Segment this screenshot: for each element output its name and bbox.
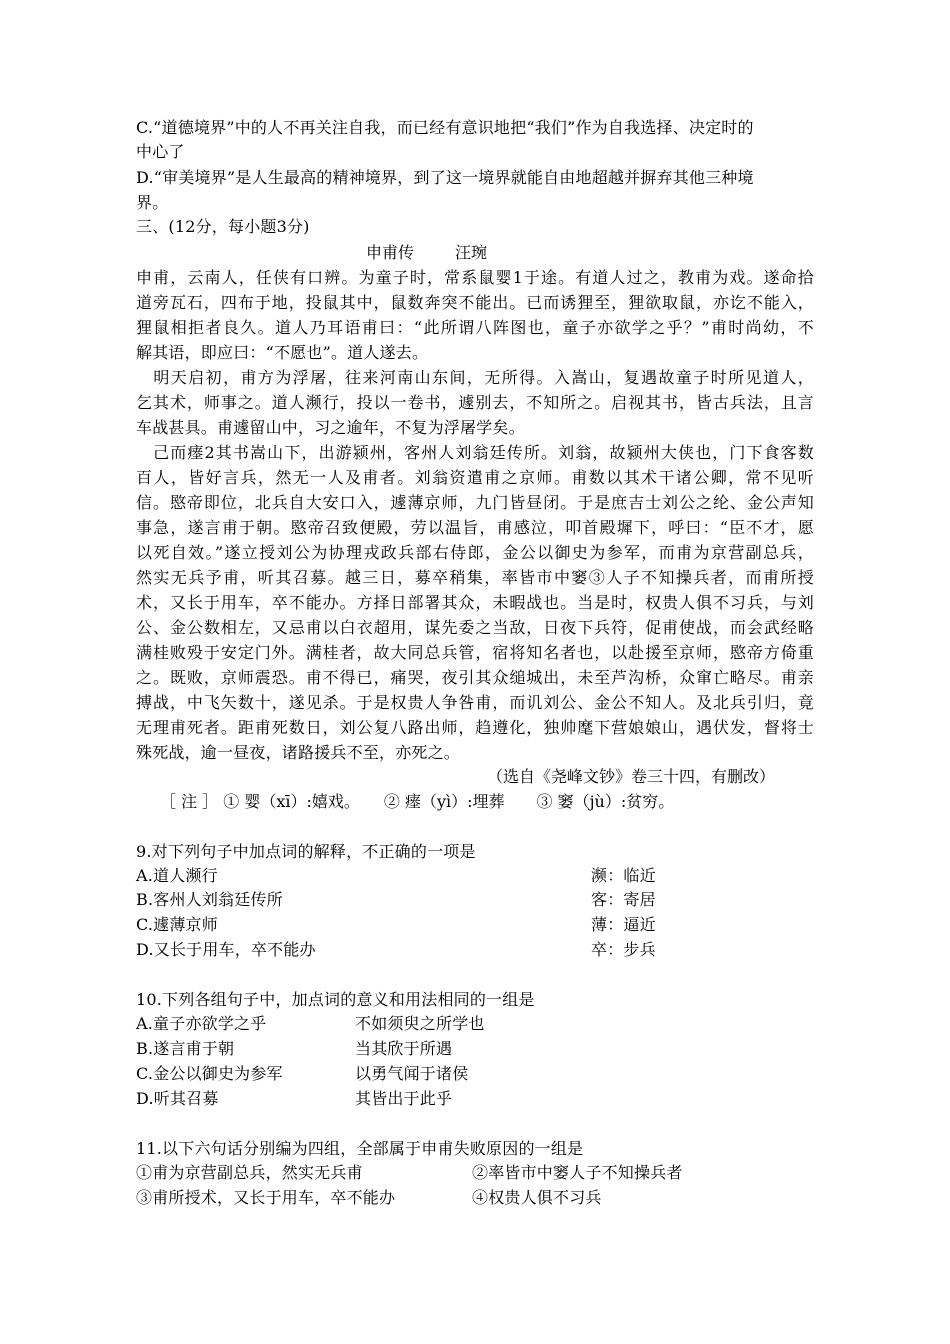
q9-option-a	[136, 864, 656, 888]
q9-option-b	[136, 888, 656, 912]
item-right: ②率皆市中窭人子不知操兵者	[472, 1163, 683, 1182]
passage-line: 百人，皆好言兵，然无一人及甫者。刘翁资遣甫之京师。甫数以其术干诸公卿，常不见听	[136, 468, 814, 487]
option-right: 不如须臾之所学也	[355, 1014, 485, 1033]
item-right: ④权贵人俱不习兵	[472, 1188, 602, 1207]
passage-line: 公、金公数相左，又忌甫以白衣超用，谋先委之当敌，日夜下兵符，促甫使战，而会武经略	[136, 618, 814, 637]
item-left: ①甫为京营副总兵，然实无兵甫	[136, 1163, 363, 1182]
q10-option-b	[136, 1037, 453, 1061]
passage-line: 搏战，中飞矢数十，遂见杀。于是权贵人争咎甫，而讥刘公、金公不知人。及北兵引归，竟	[136, 693, 814, 712]
passage-line: 信。愍帝即位，北兵自大安口入，遽薄京师，九门皆昼闭。于是庶吉士刘公之纶、金公声知	[136, 493, 814, 512]
option-right: 其皆出于此乎	[355, 1089, 453, 1108]
passage-line: 以死自效。”遂立授刘公为协理戎政兵部右侍郎，金公以御史为参军，而甫为京营副总兵，	[136, 543, 814, 562]
passage-line: 道旁瓦石，四布于地，投鼠其中，鼠数奔突不能出。已而诱狸至，狸欲取鼠，亦讫不能入，	[136, 293, 814, 312]
passage-source: （选自《尧峰文钞》卷三十四，有删改）	[487, 767, 776, 786]
option-text: B.客州人刘翁廷传所	[136, 890, 283, 909]
section-header: 三、(12分，每小题3分)	[136, 217, 310, 236]
option-right: 以勇气闻于诸侯	[355, 1064, 469, 1083]
q10-stem: 10.下列各组句子中，加点词的意义和用法相同的一组是	[136, 990, 535, 1009]
option-left: A.童子亦欲学之乎	[136, 1014, 267, 1033]
item-left: ③甫所授术，又长于用车，卒不能办	[136, 1188, 396, 1207]
passage-line: 无理甫死者。距甫死数日，刘公复八路出师，趋遵化，独帅麾下营娘娘山，遇伏发，督将士	[136, 718, 814, 737]
option-gloss: 客：寄居	[591, 890, 656, 909]
option-d-line1: D.“审美境界”是人生最高的精神境界，到了这一境界就能自由地超越并摒弃其他三种境	[136, 168, 754, 187]
q9-option-d	[136, 938, 656, 962]
passage-line: 明天启初，甫方为浮屠，往来河南山东间，无所得。入嵩山，复遇故童子时所见道人，	[136, 368, 814, 387]
option-text: D.又长于用车，卒不能办	[136, 940, 316, 959]
q10-option-c	[136, 1062, 469, 1086]
option-d-line2: 界。	[136, 193, 169, 212]
passage-line: 狸鼠相拒者良久。道人乃耳语甫曰：“此所谓八阵图也，童子亦欲学之乎？”甫时尚幼，不	[136, 318, 814, 337]
q11-stem: 11.以下六句话分别编为四组，全部属于申甫失败原因的一组是	[136, 1139, 584, 1158]
option-right: 当其欣于所遇	[355, 1039, 453, 1058]
q9-option-c	[136, 913, 656, 937]
option-left: D.听其召募	[136, 1089, 219, 1108]
footnotes: ［ 注 ］ ① 婴（xī）:嬉戏。 ② 瘗（yì）:埋葬 ③ 窭（jù）:贫穷。	[160, 792, 675, 811]
passage-line: 殊死战，逾一昼夜，诸路援兵不至，亦死之。	[136, 743, 461, 762]
q10-option-d	[136, 1087, 453, 1111]
q11-row-1	[136, 1161, 683, 1185]
option-left: C.金公以御史为参军	[136, 1064, 283, 1083]
passage-line: 申甫，云南人，任侠有口辨。为童子时，常系鼠婴1于途。有道人过之，教甫为戏。遂命拾	[136, 268, 814, 287]
option-gloss: 卒：步兵	[591, 940, 656, 959]
passage-line: 车战甚具。甫遽留山中，习之逾年，不复为浮屠学矣。	[136, 418, 525, 437]
passage-author: 汪琬	[455, 243, 488, 262]
passage-line: 事急，遂言甫于朝。愍帝召致便殿，劳以温旨，甫感泣，叩首殿墀下，呼曰：“臣不才，愿	[136, 518, 814, 537]
q10-option-a	[136, 1012, 485, 1036]
q9-stem: 9.对下列句子中加点词的解释，不正确的一项是	[136, 842, 476, 861]
passage-line: 然实无兵予甫，听其召募。越三日，募卒稍集，率皆市中窭③人子不知操兵者，而甫所授	[136, 568, 814, 587]
option-gloss: 薄：逼近	[591, 915, 656, 934]
passage-line: 术，又长于用车，卒不能办。方择日部署其众，未暇战也。当是时，权贵人俱不习兵，与刘	[136, 593, 814, 612]
option-c-line2: 中心了	[136, 142, 185, 161]
option-left: B.遂言甫于朝	[136, 1039, 235, 1058]
passage-line: 满桂败殁于安定门外。满桂者，故大同总兵管，宿将知名者也，以赴援至京师，愍帝方倚重	[136, 643, 814, 662]
passage-line: 乞其术，师事之。道人濒行，投以一卷书，遽别去，不知所之。启视其书，皆古兵法，且言	[136, 393, 814, 412]
passage-title: 申甫传	[366, 243, 415, 262]
passage-line: 己而瘗2其书嵩山下，出游颍州，客州人刘翁廷传所。刘翁，故颍州大侠也，门下食客数	[136, 443, 814, 462]
option-text: A.道人濒行	[136, 866, 218, 885]
option-text: C.遽薄京师	[136, 915, 218, 934]
q11-row-2	[136, 1186, 602, 1210]
option-gloss: 濒：临近	[591, 866, 656, 885]
passage-line: 解其语，即应曰：“不愿也”。道人遂去。	[136, 343, 429, 362]
passage-line: 之。既败，京师震恐。甫不得已，痛哭，夜引其众缒城出，未至芦沟桥，众窜亡略尽。甫亲	[136, 668, 814, 687]
option-c-line1: C.“道德境界”中的人不再关注自我，而已经有意识地把“我们”作为自我选择、决定时的	[136, 118, 754, 137]
